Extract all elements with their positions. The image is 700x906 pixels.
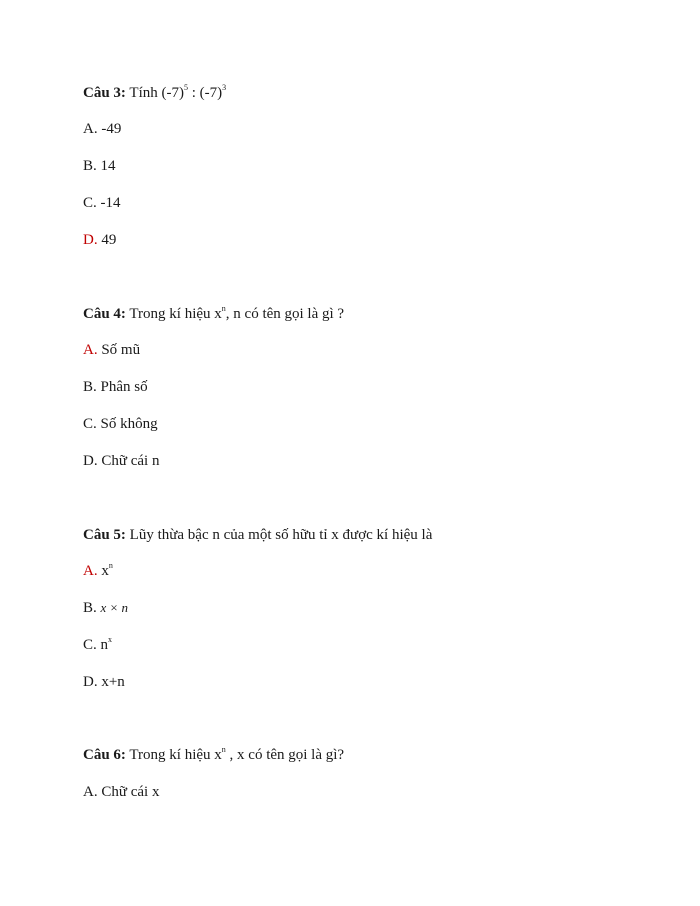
question-3-option-b: B. 14 xyxy=(83,158,116,174)
question-3-option-a: A. -49 xyxy=(83,121,122,137)
correct-answer-letter: A. xyxy=(83,563,98,579)
question-3-label: Câu 3: xyxy=(83,85,126,101)
question-5-label: Câu 5: xyxy=(83,527,126,543)
question-3-option-d: D. 49 xyxy=(83,232,117,248)
question-5-option-c: C. $n^x$ xyxy=(83,635,113,653)
question-5-option-b: B. x × n xyxy=(83,600,129,616)
question-4-option-b: B. Phân số xyxy=(83,379,148,395)
question-4-option-c: C. Số không xyxy=(83,416,158,432)
question-4-label: Câu 4: xyxy=(83,306,126,322)
question-6-label: Câu 6: xyxy=(83,747,126,763)
question-5-stem: Câu 5: Lũy thừa bậc n của một số hữu tỉ x được kí hiệu là xyxy=(83,527,433,543)
question-3-option-c: C. -14 xyxy=(83,195,121,211)
correct-answer-letter: D. xyxy=(83,232,98,248)
question-4-option-d: D. Chữ cái n xyxy=(83,453,160,469)
formula: x × n xyxy=(100,600,129,615)
question-4-stem: Câu 4: Trong kí hiệu $x^n$, n có tên gọi là gì ? xyxy=(83,304,345,322)
question-5-option-d: D. x+n xyxy=(83,674,125,690)
question-4-option-a: A. Số mũ xyxy=(83,342,141,358)
correct-answer-letter: A. xyxy=(83,342,98,358)
question-3-stem: Câu 3: Tính $(-7)^5$ : $(-7)^3$ xyxy=(83,83,227,101)
question-5-option-a: A. $x^n$ xyxy=(83,561,113,579)
question-6-stem: Câu 6: Trong kí hiệu $x^n$ , x có tên gọi là gì? xyxy=(83,745,345,763)
question-6-option-a: A. Chữ cái x xyxy=(83,784,160,800)
